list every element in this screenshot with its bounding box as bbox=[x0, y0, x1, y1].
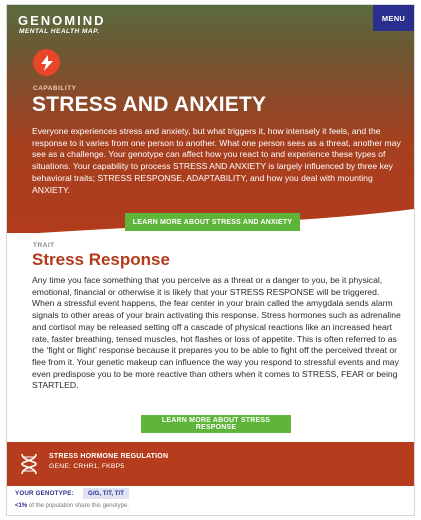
population-text: of the population share this genotype. bbox=[27, 503, 129, 509]
dna-icon bbox=[19, 453, 39, 475]
logo-subtitle: MENTAL HEALTH MAP. bbox=[19, 28, 100, 35]
capability-eyebrow: CAPABILITY bbox=[33, 85, 77, 92]
genotype-label: YOUR GENOTYPE: bbox=[15, 490, 74, 497]
genotype-value-badge: G/G, T/T, T/T bbox=[83, 488, 129, 499]
stress-hormone-regulation-band[interactable] bbox=[7, 442, 414, 486]
population-percent: <1% bbox=[15, 503, 28, 509]
regulation-title: STRESS HORMONE REGULATION bbox=[49, 453, 169, 460]
population-share-text bbox=[15, 503, 129, 509]
trait-eyebrow: TRAIT bbox=[33, 242, 55, 249]
trait-title: Stress Response bbox=[32, 250, 170, 269]
report-page bbox=[6, 4, 415, 516]
menu-button[interactable]: MENU bbox=[373, 5, 414, 31]
learn-more-stress-anxiety-button[interactable]: LEARN MORE ABOUT STRESS AND ANXIETY bbox=[125, 213, 300, 231]
capability-hero bbox=[7, 5, 414, 233]
trait-description: Any time you face something that you perceive as a threat or a danger to you, be it physical, emotional, financial or otherwise it is likely that your STRESS RESPONSE will be triggered. When a stressful event happens, the fear center in your brain called the amygdala sends alarm signals to other areas of your brain activating this response. Stress hormones such as adrenaline and cortisol may be released setting off a cascade of physical reactions like an increased heart rate, faster breathing, tensed muscles, hot flashes or loss of appetite. This is often referred to as the ‘fight or flight’ response because it prepares you to be able to fight off the perceived threat or flee from it. Your genetic makeup can influence the way you respond to stressful events and may even predispose you to be more reactive than others when it comes to STRESS, FEAR or being STARTLED. bbox=[32, 275, 401, 391]
capability-title: STRESS AND ANXIETY bbox=[32, 93, 267, 116]
learn-more-stress-response-button[interactable]: LEARN MORE ABOUT STRESS RESPONSE bbox=[141, 415, 291, 433]
genomind-logo[interactable]: GENOMIND bbox=[18, 13, 106, 28]
regulation-gene: GENE: CRHR1, FKBP5 bbox=[49, 463, 125, 470]
capability-description: Everyone experiences stress and anxiety, but what triggers it, how intensely it feels, and the response to it varies from one person to another. What one person sees as a threat, another may see as a challenge. Your genotype can affect how you react to and experience these types of situations. Your capability to process STRESS AND ANXIETY is largely influenced by three key behavioral traits; STRESS RESPONSE, ADAPTABILITY, and how you deal with mounting ANXIETY. bbox=[32, 126, 401, 195]
lightning-bolt-icon bbox=[33, 49, 60, 76]
